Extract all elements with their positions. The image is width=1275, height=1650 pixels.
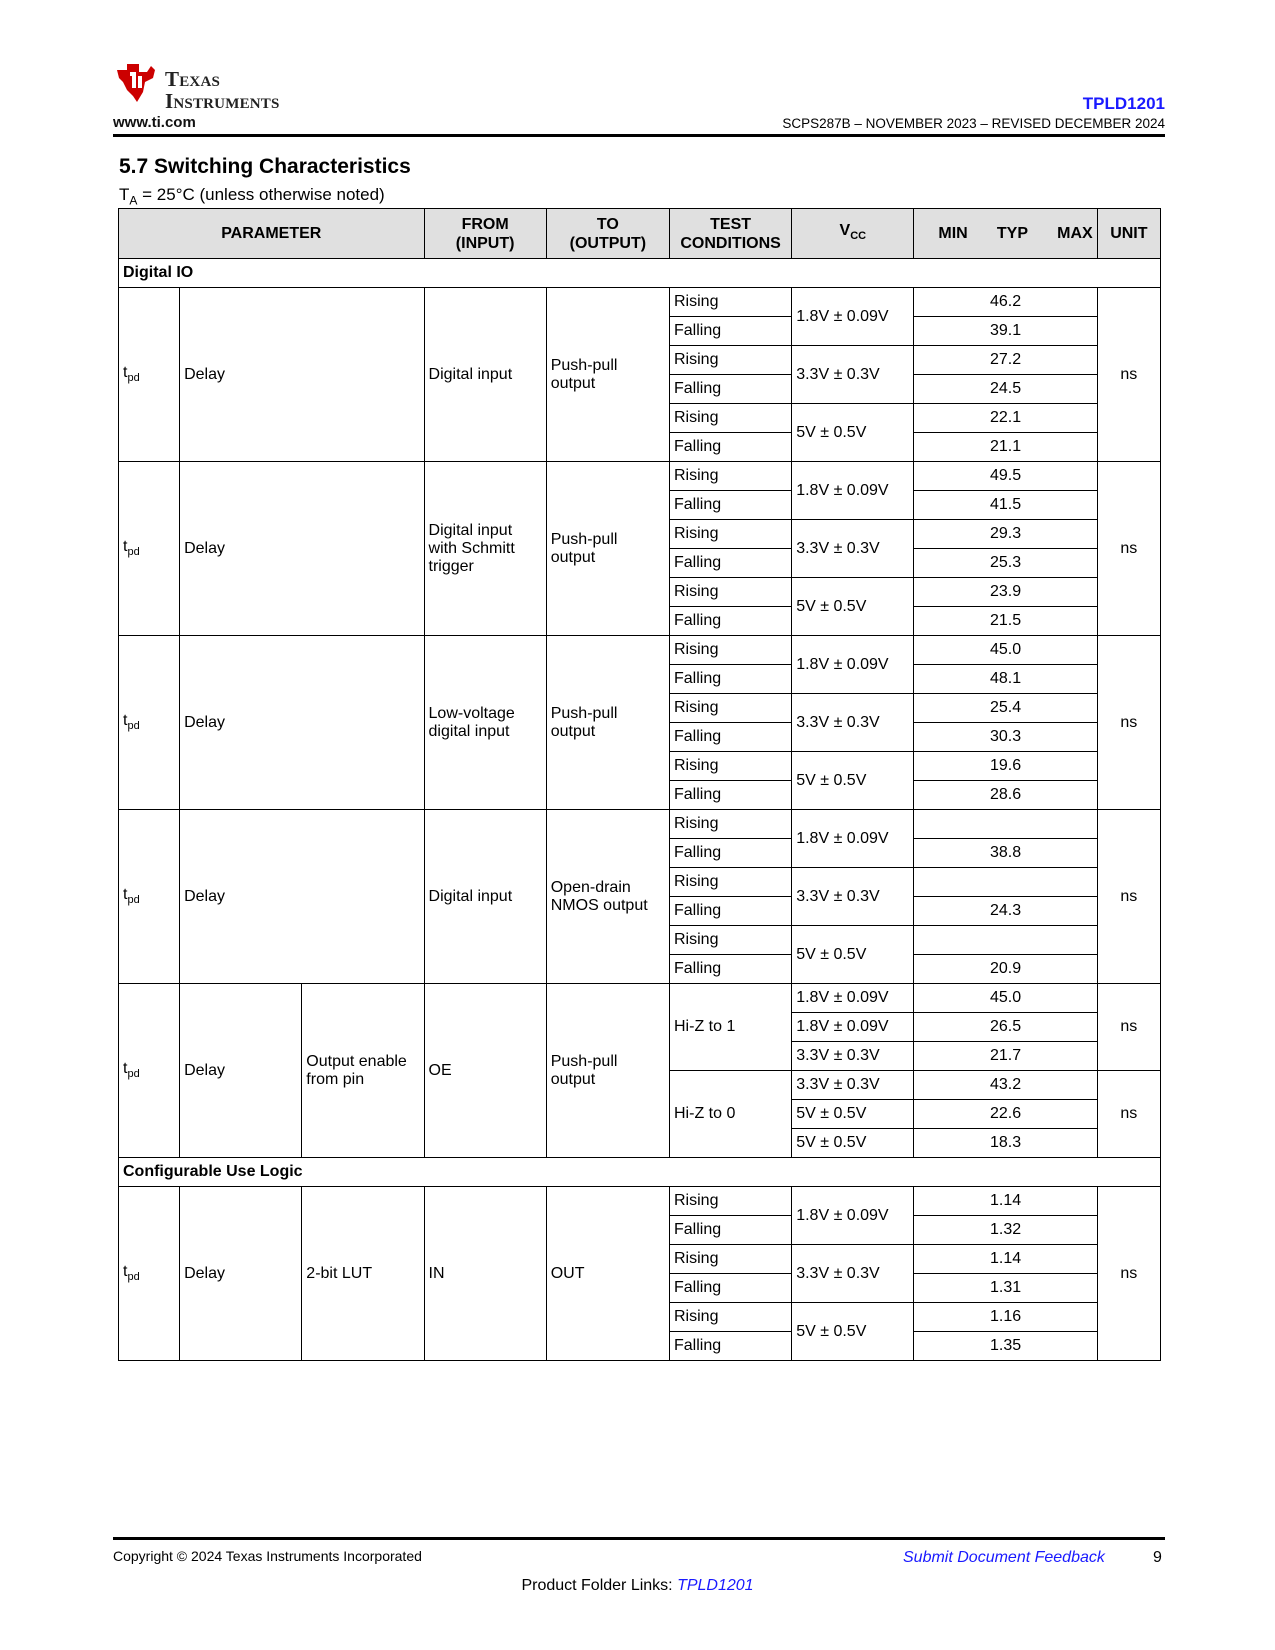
vcc-cell: 1.8V ± 0.09V (792, 288, 914, 346)
typ-cell: 46.2 (914, 288, 1097, 317)
typ-cell: 45.0 (914, 636, 1097, 665)
header-from (424, 209, 546, 259)
to-cell: Push-pull output (546, 288, 669, 462)
typ-cell: 23.9 (914, 578, 1097, 607)
header-from-2: (INPUT) (455, 234, 515, 252)
to-cell: Push-pull output (546, 984, 669, 1158)
header-to-1: TO (596, 215, 619, 233)
typ-cell: 27.2 (914, 346, 1097, 375)
from-cell: OE (424, 984, 546, 1158)
table-row (119, 810, 1161, 839)
typ-cell: 45.0 (914, 984, 1097, 1013)
typ-cell: 49.5 (914, 462, 1097, 491)
edge-cell: Rising (670, 752, 792, 781)
param-cell: Delay (180, 984, 302, 1158)
sym-sub: pd (127, 720, 140, 733)
header-unit: UNIT (1097, 209, 1160, 259)
symbol-cell (119, 984, 180, 1158)
section-label-logic: Configurable Use Logic (119, 1158, 1161, 1187)
unit-cell: ns (1097, 1071, 1160, 1158)
edge-cell: Rising (670, 868, 792, 897)
product-folder-links (0, 1577, 1275, 1595)
typ-cell: 26.5 (914, 1013, 1097, 1042)
from-cell: Digital input (424, 288, 546, 462)
header-vcc-sub: CC (850, 230, 867, 243)
sym-sub: pd (127, 1068, 140, 1081)
header-typ: TYP (996, 225, 1028, 242)
vcc-cell: 3.3V ± 0.3V (792, 1071, 914, 1100)
typ-cell: 1.16 (914, 1303, 1097, 1332)
sym-sub: pd (127, 894, 140, 907)
unit-cell: ns (1097, 462, 1160, 636)
vcc-cell: 3.3V ± 0.3V (792, 868, 914, 926)
header-min: MIN (938, 225, 968, 242)
vcc-cell: 5V ± 0.5V (792, 752, 914, 810)
typ-cell: 24.5 (914, 375, 1097, 404)
param-cell: Delay (180, 1187, 302, 1361)
table-row (119, 984, 1161, 1013)
header-from-1: FROM (461, 215, 509, 233)
vcc-cell: 3.3V ± 0.3V (792, 1042, 914, 1071)
vcc-cell: 3.3V ± 0.3V (792, 346, 914, 404)
table-row (119, 288, 1161, 317)
edge-cell: Rising (670, 462, 792, 491)
vcc-cell: 5V ± 0.5V (792, 404, 914, 462)
vcc-cell: 1.8V ± 0.09V (792, 810, 914, 868)
sym-main: t (123, 364, 128, 382)
typ-cell: 29.3 (914, 520, 1097, 549)
param-cell: Delay (180, 462, 424, 636)
brand-line-1: Texas (165, 67, 221, 91)
desc-cell: Output enable from pin (302, 984, 424, 1158)
typ-cell: 20.9 (914, 955, 1097, 984)
footer-rule (113, 1537, 1165, 1540)
edge-cell: Falling (670, 549, 792, 578)
typ-cell: 1.14 (914, 1245, 1097, 1274)
edge-cell: Rising (670, 694, 792, 723)
section-label-digital: Digital IO (119, 259, 1161, 288)
vcc-cell: 5V ± 0.5V (792, 926, 914, 984)
vcc-cell: 1.8V ± 0.09V (792, 462, 914, 520)
page-header (113, 56, 1165, 136)
edge-cell: Rising (670, 1303, 792, 1332)
header-row (119, 209, 1161, 259)
edge-cell: Rising (670, 520, 792, 549)
header-vcc (792, 209, 914, 259)
cond-prefix: T (119, 185, 130, 204)
edge-cell: Rising (670, 1245, 792, 1274)
section-row-logic (119, 1158, 1161, 1187)
edge-cell: Rising (670, 404, 792, 433)
from-cell: Digital input (424, 810, 546, 984)
typ-cell: 18.3 (914, 1129, 1097, 1158)
param-cell: Delay (180, 810, 424, 984)
typ-cell: 1.14 (914, 1187, 1097, 1216)
edge-cell: Falling (670, 955, 792, 984)
header-rule (113, 134, 1165, 137)
vcc-cell: 5V ± 0.5V (792, 1129, 914, 1158)
switching-characteristics-table (118, 208, 1161, 1361)
folder-label: Product Folder Links: (521, 1577, 678, 1594)
product-link[interactable]: TPLD1201 (1082, 94, 1165, 113)
sym-main: t (123, 538, 128, 556)
typ-cell: 24.3 (914, 897, 1097, 926)
typ-cell: 19.6 (914, 752, 1097, 781)
header-max: MAX (1057, 225, 1093, 242)
section-title: 5.7 Switching Characteristics (119, 155, 411, 178)
vcc-cell: 3.3V ± 0.3V (792, 694, 914, 752)
edge-cell: Rising (670, 810, 792, 839)
to-cell: OUT (546, 1187, 669, 1361)
unit-cell: ns (1097, 636, 1160, 810)
document-id: SCPS287B – NOVEMBER 2023 – REVISED DECEMBER 2024 (782, 116, 1165, 131)
vcc-cell: 1.8V ± 0.09V (792, 1187, 914, 1245)
sym-sub: pd (127, 372, 140, 385)
symbol-cell (119, 636, 180, 810)
typ-cell: 25.4 (914, 694, 1097, 723)
from-cell: Digital input with Schmitt trigger (424, 462, 546, 636)
typ-cell: 22.1 (914, 404, 1097, 433)
vcc-cell: 1.8V ± 0.09V (792, 1013, 914, 1042)
header-test (670, 209, 792, 259)
edge-cell: Rising (670, 346, 792, 375)
ti-logo[interactable] (113, 60, 333, 116)
conditions-note (119, 185, 385, 207)
ti-logo-icon (113, 60, 159, 106)
brand-line-2: Instruments (165, 89, 280, 113)
typ-cell: 43.2 (914, 1071, 1097, 1100)
vcc-cell: 5V ± 0.5V (792, 1303, 914, 1361)
header-test-1: TEST (710, 215, 752, 233)
to-cell: Open-drain NMOS output (546, 810, 669, 984)
edge-cell: Rising (670, 636, 792, 665)
typ-cell: 25.3 (914, 549, 1097, 578)
edge-cell: Falling (670, 1332, 792, 1361)
symbol-cell (119, 1187, 180, 1361)
edge-cell: Falling (670, 897, 792, 926)
table-row (119, 462, 1161, 491)
cond-suffix: = 25°C (unless otherwise noted) (137, 185, 385, 204)
desc-cell: 2-bit LUT (302, 1187, 424, 1361)
typ-cell: 21.7 (914, 1042, 1097, 1071)
vcc-cell: 3.3V ± 0.3V (792, 520, 914, 578)
feedback-link[interactable]: Submit Document Feedback (903, 1549, 1105, 1566)
header-to (546, 209, 669, 259)
typ-cell: 39.1 (914, 317, 1097, 346)
edge-cell: Rising (670, 288, 792, 317)
typ-cell: 1.31 (914, 1274, 1097, 1303)
typ-cell: 1.32 (914, 1216, 1097, 1245)
typ-cell (914, 868, 1097, 897)
symbol-cell (119, 288, 180, 462)
typ-cell (914, 810, 1097, 839)
edge-cell: Falling (670, 1216, 792, 1245)
edge-cell: Falling (670, 375, 792, 404)
brand-name (165, 68, 280, 112)
header-vcc-main: V (839, 221, 851, 239)
header-min-typ-max (914, 209, 1097, 259)
table-row (119, 1187, 1161, 1216)
edge-cell: Falling (670, 781, 792, 810)
sym-main: t (123, 1263, 128, 1281)
cond-sub: A (129, 193, 138, 208)
typ-cell: 21.5 (914, 607, 1097, 636)
typ-cell: 1.35 (914, 1332, 1097, 1361)
edge-cell: Falling (670, 665, 792, 694)
sym-main: t (123, 712, 128, 730)
edge-cell: Falling (670, 1274, 792, 1303)
unit-cell: ns (1097, 288, 1160, 462)
header-to-2: (OUTPUT) (569, 234, 647, 252)
from-cell: IN (424, 1187, 546, 1361)
to-cell: Push-pull output (546, 462, 669, 636)
section-row-digital (119, 259, 1161, 288)
test-cond-cell: Hi-Z to 1 (670, 984, 792, 1071)
typ-cell: 21.1 (914, 433, 1097, 462)
edge-cell: Rising (670, 926, 792, 955)
edge-cell: Falling (670, 317, 792, 346)
header-parameter: PARAMETER (119, 209, 425, 259)
edge-cell: Falling (670, 491, 792, 520)
page-number: 9 (1153, 1549, 1162, 1566)
folder-link[interactable]: TPLD1201 (677, 1577, 754, 1594)
vcc-cell: 1.8V ± 0.09V (792, 984, 914, 1013)
vcc-cell: 5V ± 0.5V (792, 578, 914, 636)
sym-main: t (123, 1060, 128, 1078)
edge-cell: Falling (670, 433, 792, 462)
table-row (119, 636, 1161, 665)
vcc-cell: 3.3V ± 0.3V (792, 1245, 914, 1303)
symbol-cell (119, 810, 180, 984)
edge-cell: Falling (670, 607, 792, 636)
typ-cell: 41.5 (914, 491, 1097, 520)
edge-cell: Rising (670, 1187, 792, 1216)
vcc-cell: 1.8V ± 0.09V (792, 636, 914, 694)
sym-sub: pd (127, 546, 140, 559)
edge-cell: Rising (670, 578, 792, 607)
to-cell: Push-pull output (546, 636, 669, 810)
sym-sub: pd (127, 1271, 140, 1284)
param-cell: Delay (180, 288, 424, 462)
typ-cell: 48.1 (914, 665, 1097, 694)
unit-cell: ns (1097, 984, 1160, 1071)
test-cond-cell: Hi-Z to 0 (670, 1071, 792, 1158)
website-link[interactable]: www.ti.com (113, 114, 196, 131)
header-test-2: CONDITIONS (680, 234, 781, 252)
param-cell: Delay (180, 636, 424, 810)
sym-main: t (123, 886, 128, 904)
edge-cell: Falling (670, 839, 792, 868)
typ-cell: 30.3 (914, 723, 1097, 752)
unit-cell: ns (1097, 810, 1160, 984)
typ-cell: 28.6 (914, 781, 1097, 810)
unit-cell: ns (1097, 1187, 1160, 1361)
typ-cell: 38.8 (914, 839, 1097, 868)
from-cell: Low-voltage digital input (424, 636, 546, 810)
vcc-cell: 5V ± 0.5V (792, 1100, 914, 1129)
copyright: Copyright © 2024 Texas Instruments Incorporated (113, 1548, 422, 1564)
symbol-cell (119, 462, 180, 636)
edge-cell: Falling (670, 723, 792, 752)
typ-cell: 22.6 (914, 1100, 1097, 1129)
typ-cell (914, 926, 1097, 955)
